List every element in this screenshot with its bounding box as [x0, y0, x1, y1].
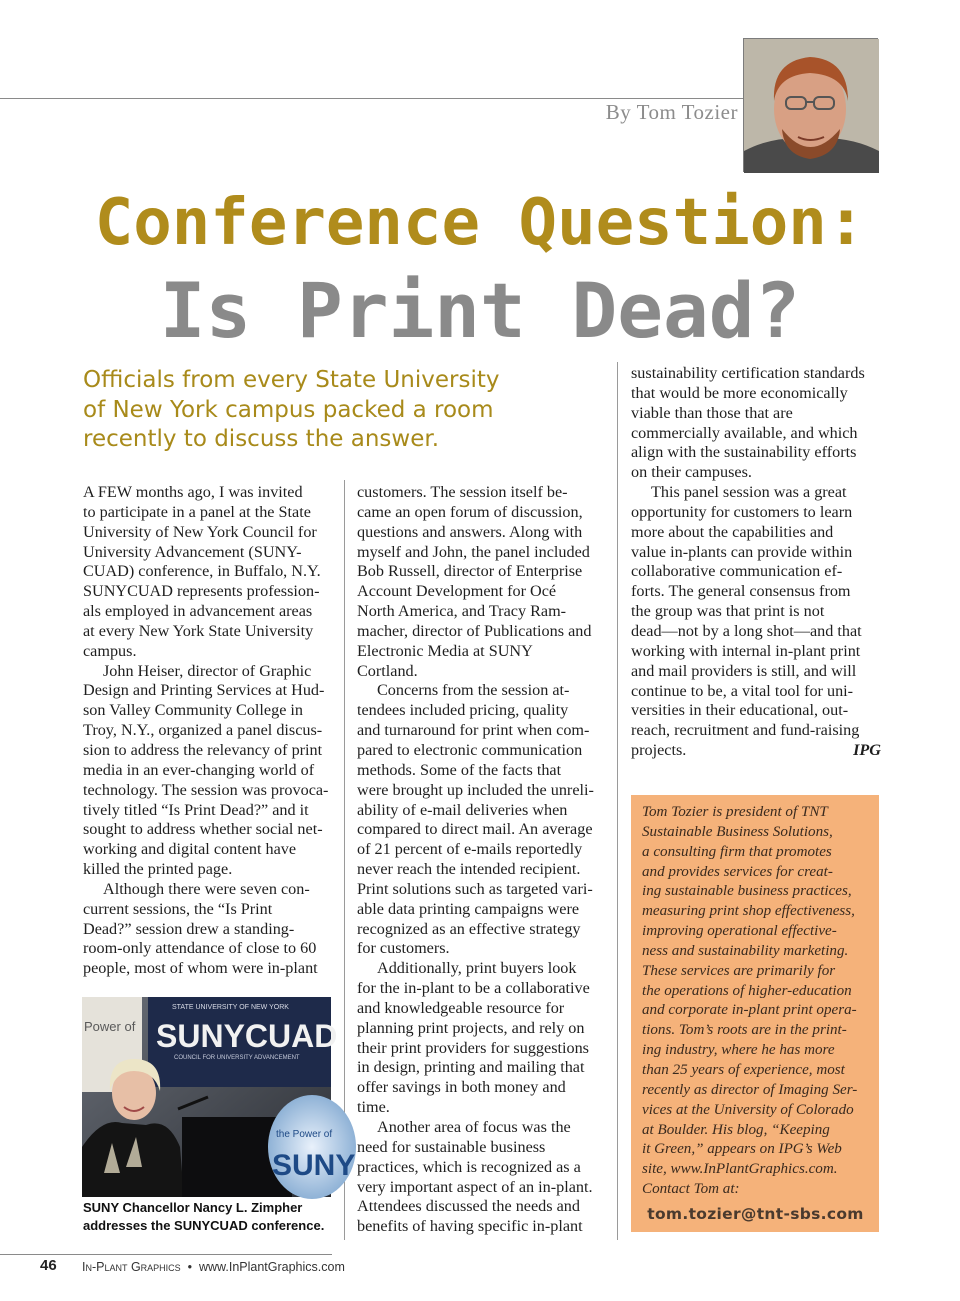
body-text-line: were brought up included the unreli-: [357, 780, 594, 799]
body-text-line: SUNYCUAD represents profession-: [83, 582, 320, 601]
body-text-line: Account Development for Océ: [357, 582, 557, 601]
body-text-line: forts. The general consensus from: [631, 582, 851, 601]
bio-line: a consulting firm that promotes: [642, 843, 832, 860]
body-text-line: current sessions, the “Is Print: [83, 899, 273, 918]
bio-line: improving operational effective-: [642, 923, 837, 940]
body-text-line: of 21 percent of e-mails reportedly: [357, 840, 583, 859]
body-text-final-words: projects.: [631, 741, 687, 760]
body-text-line: methods. Some of the facts that: [357, 760, 562, 779]
body-text-line: room-only attendance of close to 60: [83, 939, 317, 958]
body-text-line: compared to direct mail. An average: [357, 820, 593, 839]
body-text-line: never reach the intended recipient.: [357, 860, 581, 879]
bio-line: measuring print shop effectiveness,: [642, 903, 855, 920]
body-text-line: versities in their educational, out-: [631, 701, 849, 720]
body-text-line: practices, which is recognized as a: [357, 1157, 581, 1176]
header-rule: [0, 98, 744, 99]
body-text-line: media in an ever-changing world of: [83, 760, 315, 779]
body-text-line: reach, recruitment and fund-raising: [631, 721, 860, 740]
body-text-line: that would be more economically: [631, 383, 848, 402]
body-text-line: macher, director of Publications and: [357, 621, 592, 640]
body-text-line: killed the printed page.: [83, 860, 233, 879]
author-bio-text: [642, 803, 869, 1200]
banner-line-2: COUNCIL FOR UNIVERSITY ADVANCEMENT: [174, 1055, 300, 1061]
article-column-3: [631, 364, 881, 761]
body-text-line: Although there were seven con-: [103, 879, 310, 898]
bio-line: ing industry, where he has more: [642, 1042, 835, 1059]
body-text-line: people, most of whom were in-plant: [83, 959, 318, 978]
caption-line: addresses the SUNYCUAD conference.: [83, 1218, 325, 1233]
body-text-line: at every New York State University: [83, 621, 314, 640]
body-text-line: time.: [357, 1098, 390, 1117]
footer-separator: •: [187, 1260, 193, 1274]
bio-line: These services are primarily for: [642, 962, 836, 979]
body-text-line: customers. The session itself be-: [357, 483, 568, 501]
body-text-line: came an open forum of discussion,: [357, 502, 583, 521]
body-text-line: A FEW months ago, I was invited: [83, 483, 303, 501]
body-text-line: to participate in a panel at the State: [83, 502, 311, 521]
deck-line: Officials from every State University: [83, 367, 500, 393]
body-text-line: and mail providers is still, and will: [631, 661, 857, 680]
bio-line: than 25 years of experience, most: [642, 1061, 845, 1078]
body-text-line: very important aspect of an in-plant.: [357, 1177, 593, 1196]
body-text-line: technology. The session was provoca-: [83, 780, 329, 799]
body-text-line: working with internal in-plant print: [631, 641, 861, 660]
body-text-line: and turnaround for print when com-: [357, 721, 590, 740]
bio-line: Tom Tozier is president of TNT: [642, 804, 828, 820]
author-bio-box: [631, 795, 879, 1232]
article-column-2: [357, 483, 607, 1237]
banner-brand: SUNYCUAD: [156, 1018, 338, 1054]
bio-line: tions. Tom’s roots are in the print-: [642, 1022, 847, 1039]
body-text-line: pared to electronic communication: [357, 740, 583, 759]
body-text-line: and knowledgeable resource for: [357, 998, 565, 1017]
body-text-line: University Advancement (SUNY-: [83, 542, 302, 561]
bio-line: recently as director of Imaging Ser-: [642, 1081, 858, 1098]
body-text-line: recognized as an effective strategy: [357, 919, 581, 938]
body-text-line: able data printing campaigns were: [357, 899, 580, 918]
bio-line: Contact Tom at:: [642, 1181, 740, 1198]
bio-line: site, www.InPlantGraphics.com.: [642, 1161, 838, 1178]
end-mark: IPG: [853, 741, 881, 760]
byline: By Tom Tozier: [605, 100, 738, 124]
page-number: 46: [40, 1257, 57, 1274]
body-text-line: working and digital content have: [83, 840, 297, 859]
body-text-line: align with the sustainability efforts: [631, 443, 857, 462]
body-text-line: Additionally, print buyers look: [377, 959, 577, 978]
body-text-line: sustainability certification standards: [631, 364, 865, 382]
body-text-line: Electronic Media at SUNY: [357, 641, 533, 660]
body-text-line: collaborative communication ef-: [631, 562, 843, 581]
body-text-line: on their campuses.: [631, 463, 752, 482]
body-text-line: offer savings in both money and: [357, 1078, 566, 1097]
body-text-line: son Valley Community College in: [83, 701, 304, 720]
article-deck: [83, 366, 533, 455]
footer-text: [82, 1260, 345, 1274]
body-text-line: in design, printing and mailing that: [357, 1058, 585, 1077]
banner-line-1: STATE UNIVERSITY OF NEW YORK: [172, 1004, 289, 1011]
footer-url[interactable]: www.InPlantGraphics.com: [198, 1260, 345, 1274]
body-text-line-final: [631, 741, 881, 761]
body-text-line: dead—not by a long shot—and that: [631, 621, 862, 640]
bio-line: and corporate in-plant print opera-: [642, 1002, 857, 1019]
body-text-line: commercially available, and which: [631, 423, 858, 442]
bio-line: and provides services for creat-: [642, 863, 833, 880]
footer-rule: [0, 1254, 332, 1255]
caption-line: SUNY Chancellor Nancy L. Zimpher: [83, 1200, 303, 1215]
body-text-line: Another area of focus was the: [377, 1118, 571, 1136]
author-email[interactable]: tom.tozier@tnt-sbs.com: [647, 1204, 864, 1223]
body-text-line: John Heiser, director of Graphic: [103, 661, 312, 680]
headline-line-1: Conference Question:: [94, 186, 866, 260]
body-text-line: need for sustainable business: [357, 1137, 546, 1156]
photo-caption: [83, 1199, 335, 1235]
bio-line: ing sustainable business practices,: [642, 883, 852, 900]
deck-line: of New York campus packed a room: [83, 396, 494, 423]
body-text-line: more about the capabilities and: [631, 522, 834, 541]
body-text-line: for customers.: [357, 939, 450, 958]
body-text-line: sought to address whether social net-: [83, 820, 323, 839]
body-text-line: their print providers for suggestions: [357, 1038, 589, 1057]
body-text-line: CUAD) conference, in Buffalo, N.Y.: [83, 562, 321, 581]
bio-line: it Green,” appears on IPG’s Web: [642, 1141, 842, 1158]
body-text-line: questions and answers. Along with: [357, 522, 583, 541]
body-text-line: value in-plants can provide within: [631, 542, 853, 561]
body-text-line: campus.: [83, 641, 137, 660]
body-text-line: for the in-plant to be a collaborative: [357, 979, 590, 998]
body-text-line: Dead?” session drew a standing-: [83, 919, 295, 938]
body-text-line: sion to address the relevancy of print: [83, 740, 323, 759]
podium-small-text: the Power of: [276, 1129, 333, 1140]
body-text-line: planning print projects, and rely on: [357, 1018, 585, 1037]
body-text-line: viable than those that are: [631, 403, 793, 422]
bio-line: vices at the University of Colorado: [642, 1101, 854, 1118]
body-text-line: Print solutions such as targeted vari-: [357, 879, 593, 898]
author-portrait: [743, 38, 878, 172]
podium-big-text: SUNY: [272, 1149, 356, 1182]
body-text-line: als employed in advancement areas: [83, 602, 313, 621]
article-column-1: [83, 483, 335, 979]
body-text-line: Concerns from the session at-: [377, 681, 570, 700]
body-text-line: benefits of having specific in-plant: [357, 1217, 583, 1236]
bio-line: the operations of higher-education: [642, 982, 852, 999]
body-text-line: Troy, N.Y., organized a panel discus-: [83, 721, 323, 740]
body-text-line: ability of e-mail deliveries when: [357, 800, 568, 819]
body-text-line: Attendees discussed the needs and: [357, 1197, 580, 1216]
body-text-line: the group was that print is not: [631, 602, 825, 621]
body-text-line: myself and John, the panel included: [357, 542, 590, 561]
body-text-line: Cortland.: [357, 661, 418, 680]
body-text-line: This panel session was a great: [651, 483, 847, 502]
left-banner-text: Power of: [84, 1019, 136, 1034]
body-text-line: North America, and Tracy Ram-: [357, 602, 567, 621]
deck-line: recently to discuss the answer.: [83, 426, 440, 452]
body-text-line: tively titled “Is Print Dead?” and it: [83, 800, 309, 819]
headline-line-2: Is Print Dead?: [159, 266, 801, 355]
body-text-line: University of New York Council for: [83, 522, 317, 541]
conference-photo: [82, 997, 356, 1197]
footer-publication: In-Plant Graphics: [82, 1260, 181, 1274]
body-text-line: Design and Printing Services at Hud-: [83, 681, 325, 700]
bio-line: Sustainable Business Solutions,: [642, 823, 833, 840]
column-rule-2: [617, 362, 618, 1240]
body-text-line: Bob Russell, director of Enterprise: [357, 562, 583, 581]
body-text-line: tendees included pricing, quality: [357, 701, 569, 720]
body-text-line: continue to be, a vital tool for uni-: [631, 681, 854, 700]
body-text-line: opportunity for customers to learn: [631, 502, 853, 521]
bio-line: at Boulder. His blog, “Keeping: [642, 1121, 830, 1138]
bio-line: ness and sustainability marketing.: [642, 942, 849, 959]
